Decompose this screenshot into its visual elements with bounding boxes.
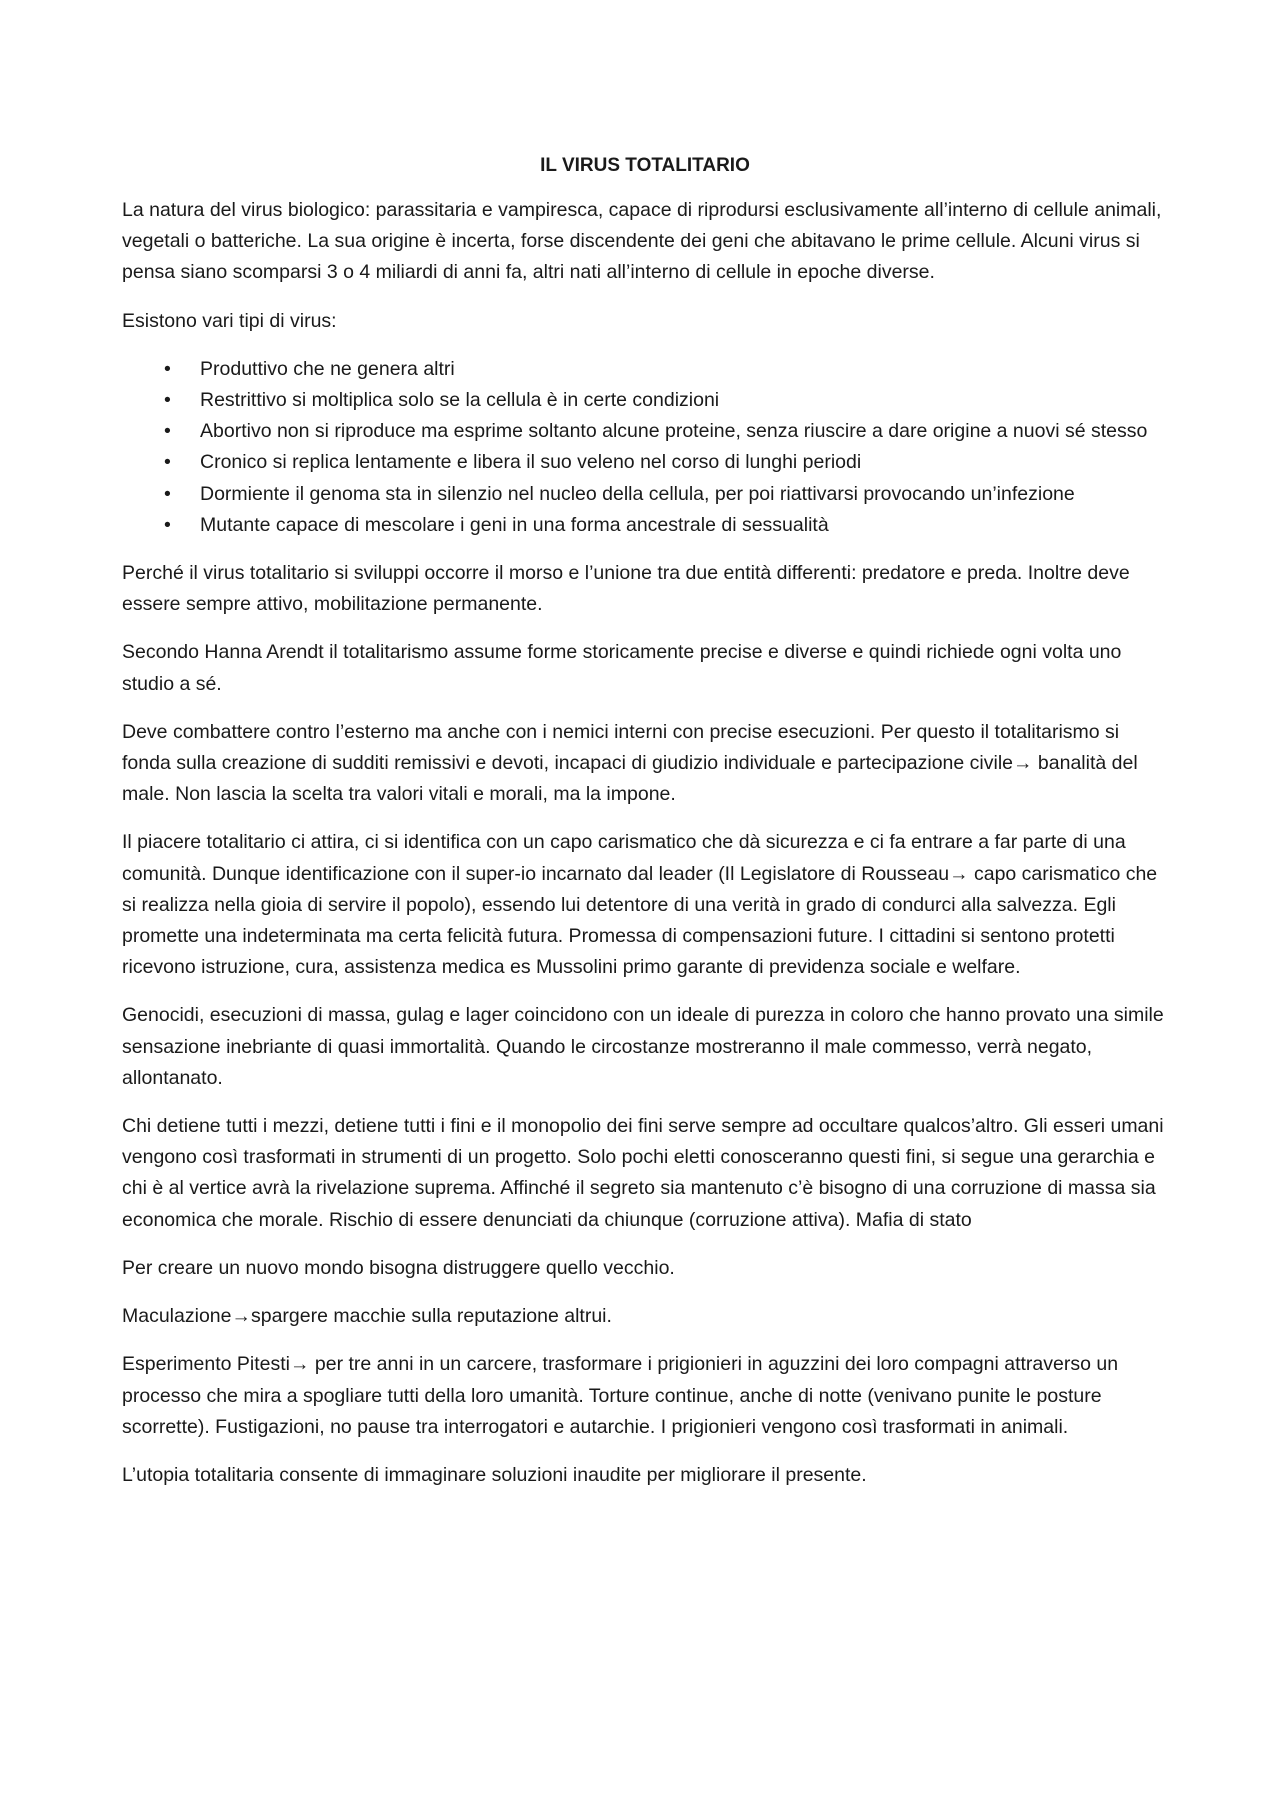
- bullet-icon: •: [164, 420, 171, 443]
- list-item-abortivo: [122, 416, 1168, 447]
- list-item-text: Dormiente il genoma sta in silenzio nel nucleo della cellula, per poi riattivarsi provocando un’infezione: [200, 482, 1075, 505]
- list-item-text: Restrittivo si moltiplica solo se la cellula è in certe condizioni: [200, 389, 720, 412]
- paragraph-intro: La natura del virus biologico: parassitaria e vampiresca, capace di riprodursi esclusivamente all’interno di cellule animali, vegetali o batteriche. La sua origine è incerta, forse discendente dei geni che abitavano le prime cellule. Alcuni virus si pensa siano scomparsi 3 o 4 miliardi di anni fa, altri nati all’interno di cellule in epoche diverse.: [122, 199, 1162, 284]
- bullet-icon: •: [164, 513, 171, 536]
- bullet-icon: •: [164, 482, 171, 505]
- paragraph-types-heading: Esistono vari tipi di virus:: [122, 309, 337, 332]
- paragraph-maculazione: Maculazione→spargere macchie sulla reputazione altrui.: [122, 1305, 612, 1328]
- list-item-mutante: [122, 510, 1168, 541]
- paragraph-genocidi: Genocidi, esecuzioni di massa, gulag e lager coincidono con un ideale di purezza in coloro che hanno provato una simile sensazione inebriante di quasi immortalità. Quando le circostanze mostreranno il male commesso, verrà negato, allontanato.: [122, 1004, 1164, 1089]
- list-item-restrittivo: [122, 385, 1168, 416]
- list-item-dormiente: [122, 479, 1168, 510]
- paragraph-utopia: L’utopia totalitaria consente di immaginare soluzioni inaudite per migliorare il presente.: [122, 1463, 867, 1486]
- paragraph-nuovo-mondo: Per creare un nuovo mondo bisogna distruggere quello vecchio.: [122, 1256, 675, 1279]
- list-item-text: Cronico si replica lentamente e libera il suo veleno nel corso di lunghi periodi: [200, 451, 862, 474]
- document-page: [122, 150, 1168, 1508]
- paragraph-arendt: Secondo Hanna Arendt il totalitarismo assume forme storicamente precise e diverse e quindi richiede ogni volta uno studio a sé.: [122, 641, 1122, 695]
- list-item-produttivo: [122, 354, 1168, 385]
- paragraph-nemici-interni: Deve combattere contro l’esterno ma anche con i nemici interni con precise esecuzioni. Per questo il totalitarismo si fonda sulla creazione di sudditi remissivi e devoti, incapaci di giudizio individuale e partecipazione civile→ banalità del male. Non lascia la scelta tra valori vitali e morali, ma la impone.: [122, 720, 1138, 806]
- paragraph-pitesti: Esperimento Pitesti→ per tre anni in un carcere, trasformare i prigionieri in aguzzini dei loro compagni attraverso un processo che mira a spogliare tutti della loro umanità. Torture continue, anche di notte (venivano punite le posture scorrette). Fustigazioni, no pause tra interrogatori e autarchie. I prigionieri vengono così trasformati in animali.: [122, 1353, 1119, 1438]
- virus-types-list: [122, 354, 1168, 541]
- list-item-cronico: [122, 447, 1168, 478]
- list-item-text: Abortivo non si riproduce ma esprime soltanto alcune proteine, senza riuscire a dare origine a nuovi sé stesso: [200, 420, 1148, 443]
- bullet-icon: •: [164, 389, 171, 412]
- paragraph-virus-totalitario: Perché il virus totalitario si sviluppi occorre il morso e l’unione tra due entità differenti: predatore e preda. Inoltre deve essere sempre attivo, mobilitazione permanente.: [122, 562, 1130, 616]
- list-item-text: Mutante capace di mescolare i geni in una forma ancestrale di sessualità: [200, 513, 829, 536]
- bullet-icon: •: [164, 357, 171, 380]
- paragraph-mezzi-fini: Chi detiene tutti i mezzi, detiene tutti i fini e il monopolio dei fini serve sempre ad occultare qualcos’altro. Gli esseri umani vengono così trasformati in strumenti di un progetto. Solo pochi eletti conosceranno questi fini, si segue una gerarchia e chi è al vertice avrà la rivelazione suprema. Affinché il segreto sia mantenuto c’è bisogno di una corruzione di massa sia economica che morale. Rischio di essere denunciati da chiunque (corruzione attiva). Mafia di stato: [122, 1115, 1164, 1231]
- paragraph-piacere-totalitario: Il piacere totalitario ci attira, ci si identifica con un capo carismatico che dà sicurezza e ci fa entrare a far parte di una comunità. Dunque identificazione con il super-io incarnato dal leader (Il Legislatore di Rousseau→ capo carismatico che si realizza nella gioia di servire il popolo), essendo lui detentore di una verità in grado di condurci alla salvezza. Egli promette una indeterminata ma certa felicità futura. Promessa di compensazioni future. I cittadini si sentono protetti ricevono istruzione, cura, assistenza medica es Mussolini primo garante di previdenza sociale e welfare.: [122, 831, 1158, 979]
- document-title: IL VIRUS TOTALITARIO: [540, 155, 750, 176]
- bullet-icon: •: [164, 451, 171, 474]
- list-item-text: Produttivo che ne genera altri: [200, 357, 455, 380]
